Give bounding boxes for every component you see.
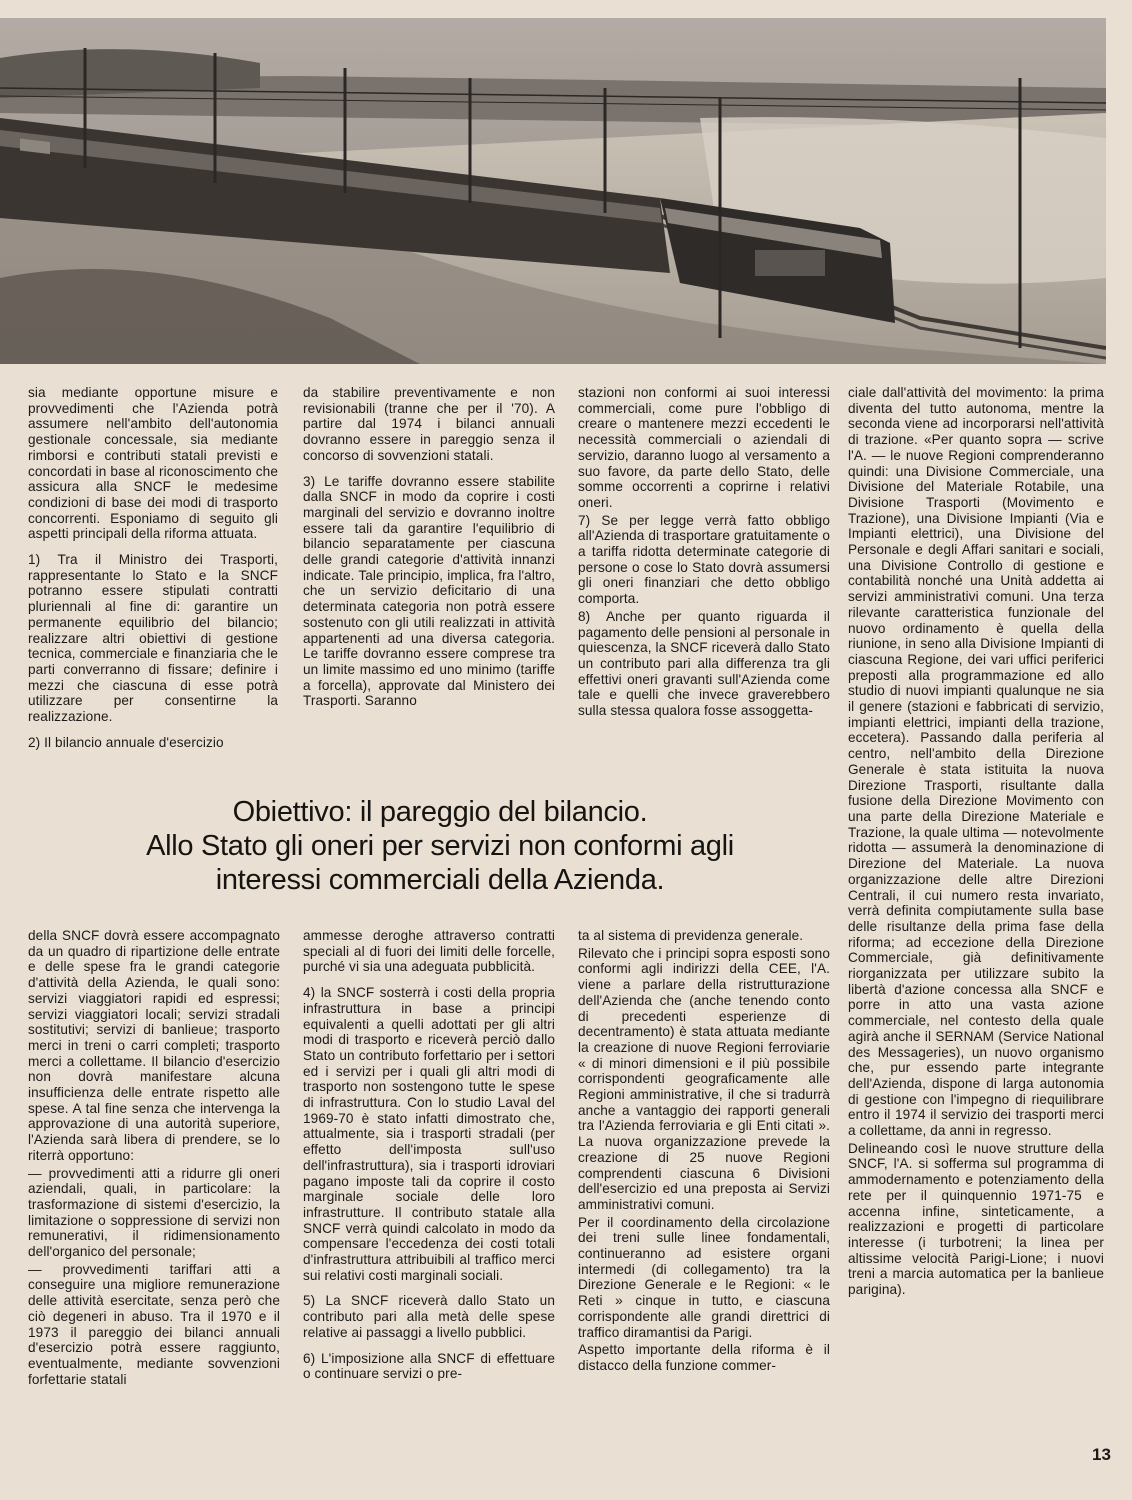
paragraph: — provvedimenti atti a ridurre gli oneri aziendali, quali, in particolare: la trasformazione di sistemi d'esercizio, la limitazione o soppressione di servizi non remunerativi, il ridimensionamento dell'organico del personale; xyxy=(28,1165,280,1260)
paragraph: 5) La SNCF riceverà dallo Stato un contributo pari alla metà delle spese relative ai passaggi a livello pubblici. xyxy=(303,1293,555,1340)
paragraph: 6) L'imposizione alla SNCF di effettuare o continuare servizi o pre- xyxy=(303,1350,555,1382)
paragraph: 3) Le tariffe dovranno essere stabilite dalla SNCF in modo da coprire i costi marginali del servizio e dovranno inoltre essere tali da garantire l'equilibrio di bilancio separatamente per ciascuna delle grandi categorie d'attività innanzi indicate. Tale principio, implica, fra l'altro, che un servizio deficitario di una determinata categoria non potrà essere sostenuto con gli utili realizzati in attività appartenenti ad una diversa categoria. Le tariffe dovranno essere comprese tra un limite massimo ed uno minimo (tariffe a forcella), approvate dal Ministero dei Trasporti. Saranno xyxy=(303,473,555,709)
paragraph: 2) Il bilancio annuale d'esercizio xyxy=(28,734,224,750)
paragraph: della SNCF dovrà essere accompagnato da un quadro di ripartizione delle entrate e delle spese fra le grandi categorie d'attività della Azienda, le quali sono: servizi viaggiatori rapidi ed espressi; servizi viaggiatori locali; servizi stradali sostitutivi; servizi di banlieue; trasporto merci in treni o carri completi; trasporto merci a collettame. Il bilancio d'esercizio non dovrà manifestare alcuna insufficienza delle entrate rispetto alle spese. A tal fine senza che intervenga la approvazione di una autorità superiore, l'Azienda sarà libera di prendere, se lo riterrà opportuno: xyxy=(28,928,280,1163)
paragraph: da stabilire preventivamente e non revisionabili (tranne che per il '70). A partire dal 1974 i bilanci annuali dovranno essere in pareggio senza il concorso di sovvenzioni statali. xyxy=(303,385,555,463)
paragraph: Rilevato che i principi sopra esposti sono conformi agli indirizzi della CEE, l'A. viene a parlare della ristrutturazione dell'Azienda che (anche tenendo conto di precedenti esperienze di decentramento) è stata attuata mediante la creazione di nuove Regioni ferroviarie « di minori dimensioni e il più possibile corrispondenti geograficamente alle Regioni amministrative, il che si tradurrà anche a vantaggio dei rapporti generali tra l'Azienda ferroviaria e gli Enti citati ». La nuova organizzazione prevede la creazione di 25 nuove Regioni comprendenti ciascuna 6 Divisioni dell'esercizio ed una preposta ai Servizi amministrativi comuni. xyxy=(578,945,830,1212)
paragraph: Per il coordinamento della circolazione dei treni sulle linee fondamentali, continueranno ad esistere organi intermedi (di collegamento) tra la Direzione Generale e le Regioni: « le Reti » cinque in tutto, e ciascuna corrispondente alle grandi direttrici di traffico diramantisi da Parigi. xyxy=(578,1214,830,1340)
bottom-column-1 xyxy=(28,928,280,1389)
top-column-2 xyxy=(303,385,555,711)
bottom-column-3 xyxy=(578,928,830,1376)
paragraph: ammesse deroghe attraverso contratti speciali al di fuori dei limiti delle forcelle, purché vi sia una adeguata pubblicità. xyxy=(303,928,555,975)
top-column-3 xyxy=(578,385,830,721)
paragraph: — provvedimenti tariffari atti a conseguire una migliore remunerazione delle attività esercitate, senza però che ciò degeneri in abuso. Tra il 1970 e il 1973 il pareggio dei bilanci annuali d'esercizio potrà essere raggiunto, eventualmente, mediante sovvenzioni forfettarie statali xyxy=(28,1261,280,1387)
paragraph: 8) Anche per quanto riguarda il pagamento delle pensioni al personale in quiescenza, la SNCF riceverà dallo Stato un contributo pari alla differenza tra gli effettivi oneri gravanti sull'Azienda come tale e quelli che invece graverebbero sulla stessa qualora fosse assoggetta- xyxy=(578,608,830,719)
page-number: 13 xyxy=(1092,1445,1111,1464)
top-column-1 xyxy=(28,385,278,752)
paragraph: stazioni non conformi ai suoi interessi commerciali, come pure l'obbligo di creare o mantenere mezzi eccedenti le necessità commerciali o aziendali di servizio, daranno luogo al versamento a suo favore, da parte dello Stato, delle somme occorrenti a coprirne i relativi oneri. xyxy=(578,385,830,510)
paragraph: ta al sistema di previdenza generale. xyxy=(578,928,804,943)
paragraph: Aspetto importante della riforma è il distacco della funzione commer- xyxy=(578,1342,830,1373)
train-photo xyxy=(0,18,1106,364)
headline-line-3: interessi commerciali della Azienda. xyxy=(215,864,665,896)
headline-line-1: Obiettivo: il pareggio del bilancio. xyxy=(232,796,648,828)
right-column xyxy=(848,385,1104,1300)
paragraph: 7) Se per legge verrà fatto obbligo all'Azienda di trasportare gratuitamente o a tariffa ridotta determinate categorie di persone o cose lo Stato dovrà assumersi gli oneri finanziari che detto obbligo comporta. xyxy=(578,512,830,607)
paragraph: 1) Tra il Ministro dei Trasporti, rappresentante lo Stato e la SNCF potranno essere stipulati contratti pluriennali al fine di: garantire un permanente equilibrio del bilancio; realizzare altri obiettivi di gestione tecnica, commerciale e finanziaria che le parti converranno di fissare; definire i mezzi che ciascuna di esse potrà utilizzare per consentirne la realizzazione. xyxy=(28,552,278,725)
paragraph: ciale dall'attività del movimento: la prima diventa del tutto autonoma, mentre la seconda viene ad incorporarsi nell'attività di trazione. «Per quanto sopra — scrive l'A. — le nuove Regioni comprenderanno quindi: una Divisione Commerciale, una Divisione del Materiale Rotabile, una Divisione Trasporti (Movimento e Trazione), una Divisione Impianti (Via e Impianti elettrici), una Divisione del Personale e degli Affari sanitari e sociali, una Divisione Controllo di gestione e contabilità nonché una Unità addetta ai servizi amministrativi comuni. Una terza rilevante caratteristica funzionale del nuovo ordinamento è quella della riunione, in seno alla Divisione Impianti di ciascuna Regione, dei vari uffici periferici preposti alla programmazione ed allo studio di nuovi impianti qualunque ne sia il genere (stazioni e fabbricati di servizio, impianti elettrici, impianti della trazione, eccetera). Passando dalla periferia al centro, nell'ambito della Direzione Generale è stata istituita la nuova Direzione Trasporti, risultante dalla fusione della Direzione Movimento con una parte della Direzione Materiale e Trazione, la quale ultima — notevolmente ridotta — assumerà la denominazione di Direzione del Materiale. La nuova organizzazione delle altre Direzioni Centrali, il cui numero resta invariato, verrà definita compiutamente sulla base delle risultanze della prima fase della riforma; ad eccezione della Direzione Commerciale, già definitivamente riorganizzata per utilizzare subito la libertà d'azione concessa alla SNCF e porre in atto una vasta azione commerciale, nel contesto della quale agirà anche il SERNAM (Service National des Messageries), un nuovo organismo che, pur essendo parte integrante dell'Azienda, dispone di larga autonomia di gestione con l'impegno di riequilibrare entro il 1974 il servizio dei trasporti merci a collettame, da anni in regresso. xyxy=(848,385,1104,1139)
bottom-column-2 xyxy=(303,928,555,1384)
paragraph: sia mediante opportune misure e provvedimenti che l'Azienda potrà assumere nell'ambito dell'autonomia gestionale concessale, sia mediante rimborsi e contributi statali previsti e concordati in base al riconoscimento che assicura alla SNCF le medesime condizioni di base dei modi di trasporto concorrenti. Esponiamo di seguito gli aspetti principali della riforma attuata. xyxy=(28,385,278,542)
article-headline xyxy=(60,795,820,897)
train-photo-illustration xyxy=(0,18,1106,364)
paragraph: 4) la SNCF sosterrà i costi della propria infrastruttura in base a principi equivalenti a quelli adottati per gli altri modi di trasporto e riceverà perciò dallo Stato un contributo forfettario per i settori ed i servizi per i quali gli altri modi di trasporto non sostengono tutte le spese di infrastruttura. Con lo studio Laval del 1969-70 è stato infatti dimostrato che, attualmente, sia i trasporti stradali (per effetto dell'imposta sull'uso dell'infrastruttura), sia i trasporti idroviari pagano imposte tali da coprire il costo marginale sociale delle loro infrastrutture. Il contributo statale alla SNCF verrà quindi calcolato in modo da compensare l'eccedenza dei costi totali d'infrastruttura attribuibili al traffico merci sui relativi costi marginali sociali. xyxy=(303,985,555,1283)
paragraph: Delineando così le nuove strutture della SNCF, l'A. si sofferma sul programma di ammodernamento e potenziamento della rete per il quinquennio 1971-75 e accenna infine, sinteticamente, a realizzazioni e progetti di particolare interesse (i turbotreni; la linea per altissime velocità Parigi-Lione; i nuovi treni a marcia automatica per la banlieue parigina). xyxy=(848,1140,1104,1298)
headline-line-2: Allo Stato gli oneri per servizi non conformi agli xyxy=(146,830,734,862)
